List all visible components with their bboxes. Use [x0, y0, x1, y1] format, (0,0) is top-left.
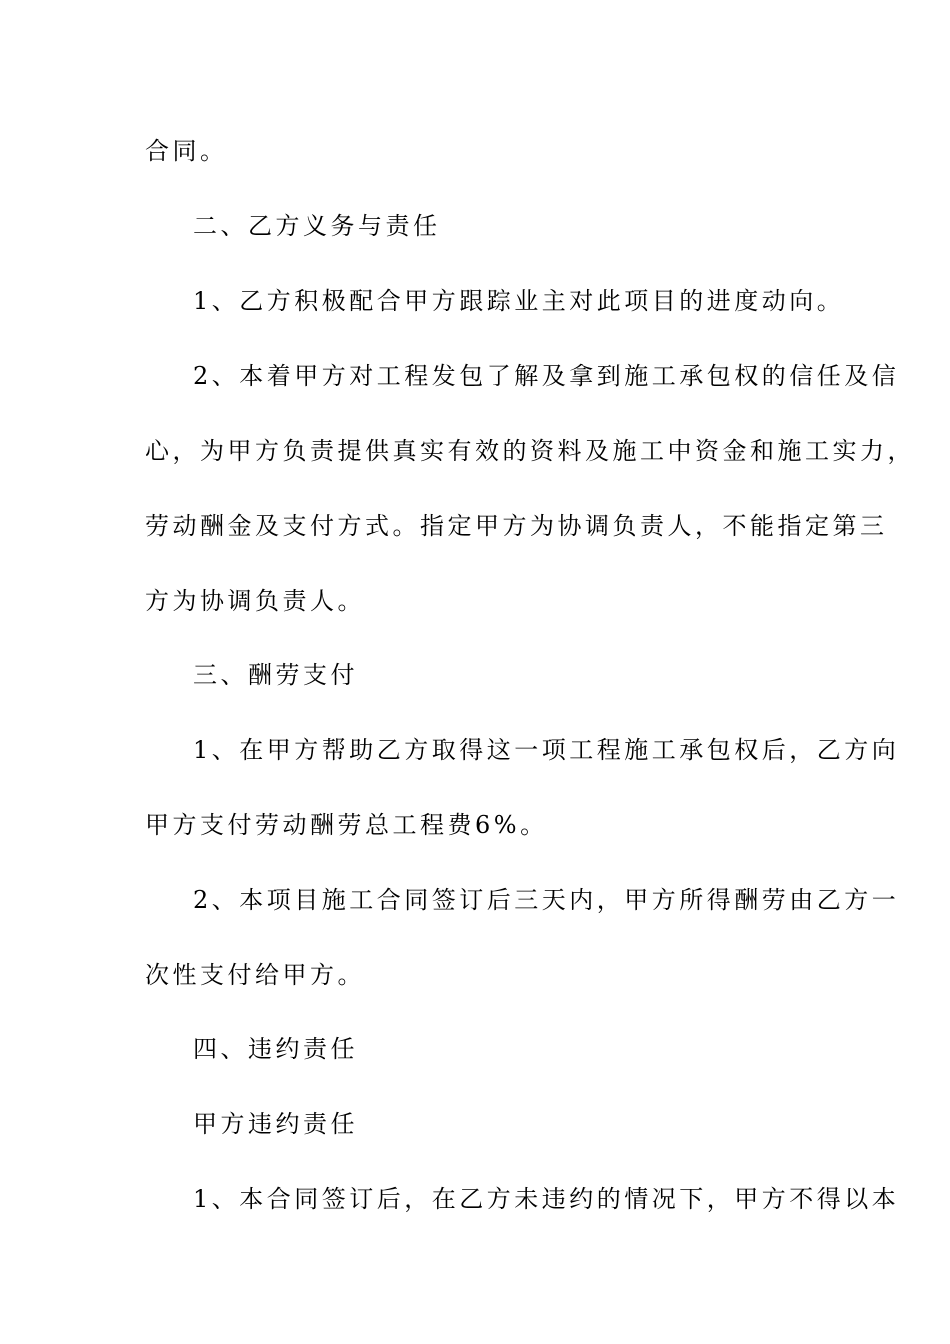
paragraph-line: 次性支付给甲方。	[145, 961, 365, 989]
section-heading-party-b-obligations: 二、乙方义务与责任	[193, 212, 441, 240]
paragraph-line: 2、本着甲方对工程发包了解及拿到施工承包权的信任及信	[193, 362, 900, 390]
paragraph-line: 甲方支付劳动酬劳总工程费6%。	[145, 811, 548, 839]
section-heading-breach-liability: 四、违约责任	[193, 1035, 358, 1063]
paragraph-line: 1、本合同签订后，在乙方未违约的情况下，甲方不得以本	[193, 1185, 900, 1213]
paragraph-line: 1、在甲方帮助乙方取得这一项工程施工承包权后，乙方向	[193, 736, 900, 764]
text-line-contract-end: 合同。	[145, 137, 228, 165]
paragraph-line: 方为协调负责人。	[145, 587, 365, 615]
paragraph-line: 1、乙方积极配合甲方跟踪业主对此项目的进度动向。	[193, 287, 845, 315]
section-heading-payment: 三、酬劳支付	[193, 661, 358, 689]
paragraph-line: 心，为甲方负责提供真实有效的资料及施工中资金和施工实力，	[145, 437, 915, 465]
paragraph-line: 劳动酬金及支付方式。指定甲方为协调负责人，不能指定第三	[145, 512, 888, 540]
subheading-party-a-breach: 甲方违约责任	[193, 1110, 358, 1138]
paragraph-line: 2、本项目施工合同签订后三天内，甲方所得酬劳由乙方一	[193, 886, 900, 914]
